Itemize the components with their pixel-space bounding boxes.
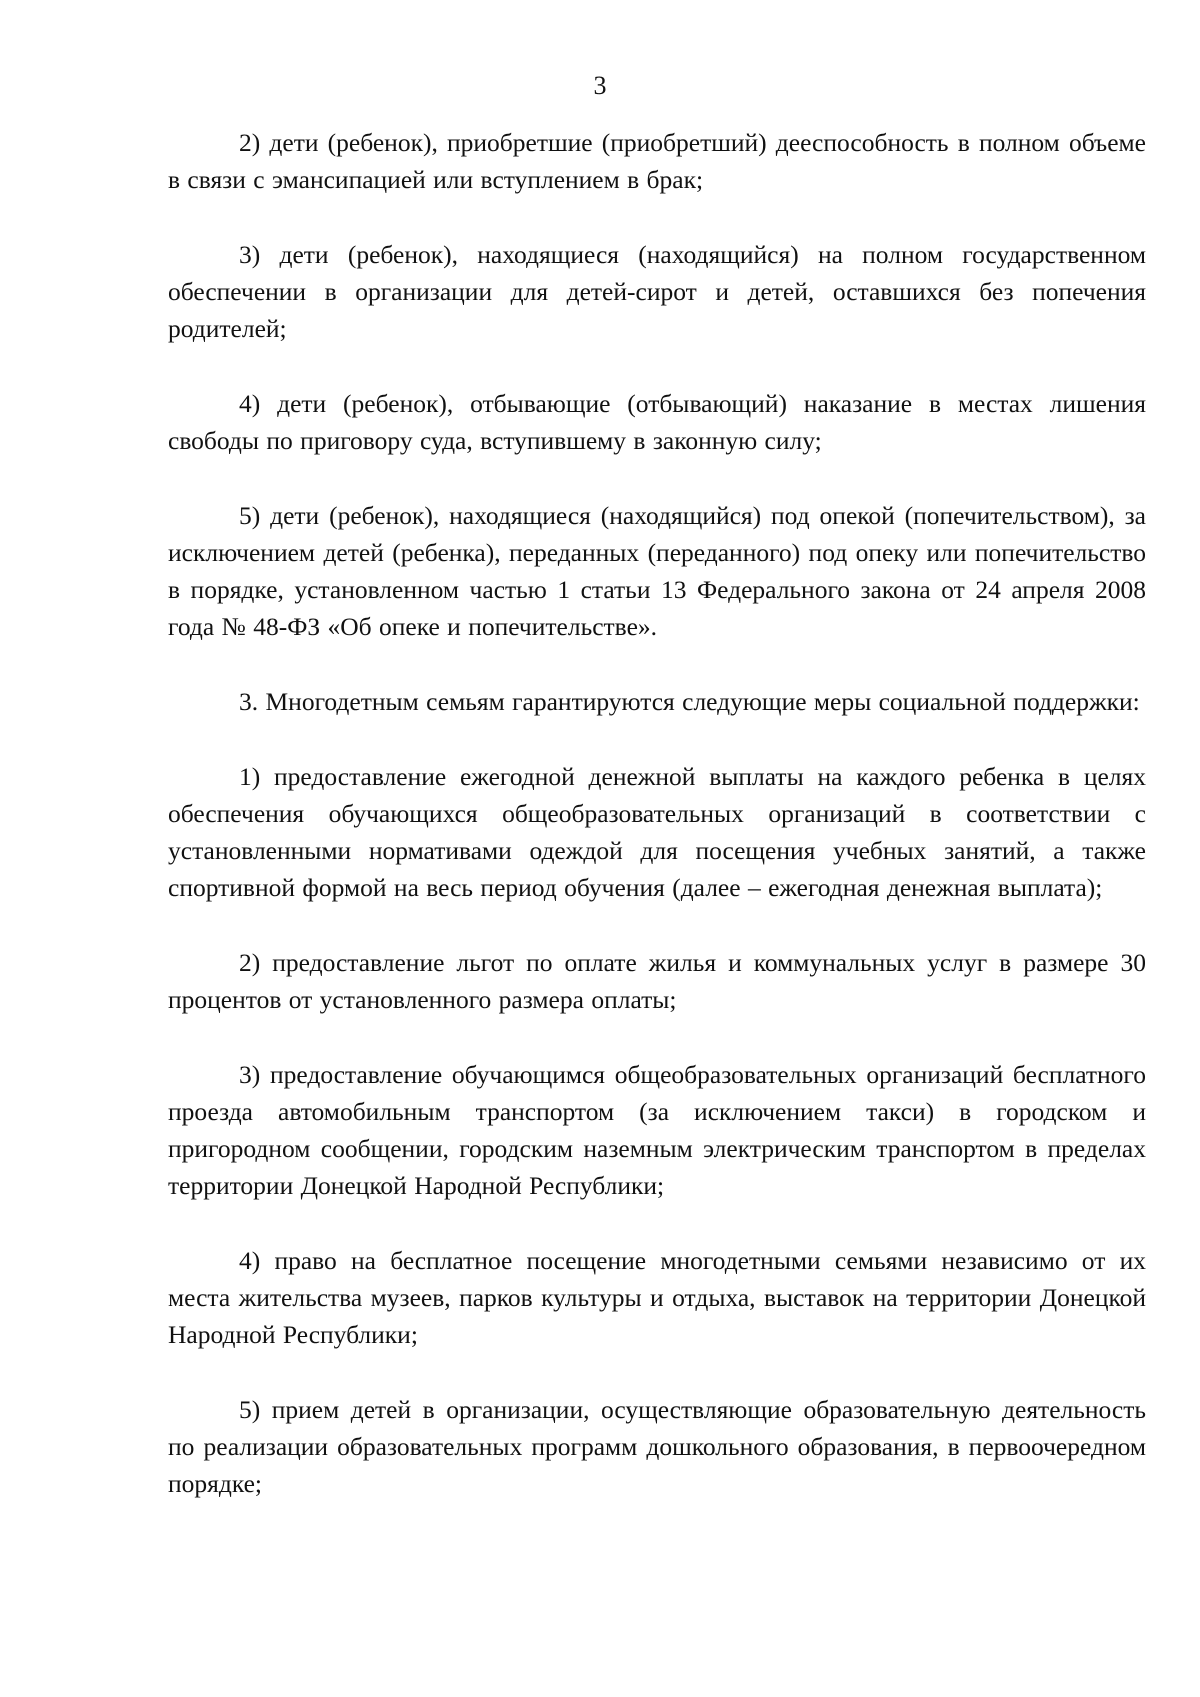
document-body (168, 124, 1146, 1540)
clause-5-guardianship-children: 5) дети (ребенок), находящиеся (находящийся) под опекой (попечительством), за исключением детей (ребенка), переданных (переданного) под опеку или попечительство в порядке, установленном частью 1 статьи 13 Федерального закона от 24 апреля 2008 года № 48-ФЗ «Об опеке и попечительстве». (168, 501, 1146, 641)
measure-4-free-museum-visits: 4) право на бесплатное посещение многодетными семьями независимо от их места жительства музеев, парков культуры и отдыха, выставок на территории Донецкой Народной Республики; (168, 1246, 1146, 1349)
section-3-heading: 3. Многодетным семьям гарантируются следующие меры социальной поддержки: (239, 687, 1140, 716)
clause-4-imprisoned-children: 4) дети (ребенок), отбывающие (отбывающий) наказание в местах лишения свободы по приговору суда, вступившему в законную силу; (168, 389, 1146, 455)
page-number: 3 (593, 71, 607, 100)
clause-3-state-care-children: 3) дети (ребенок), находящиеся (находящийся) на полном государственном обеспечении в организации для детей-сирот и детей, оставшихся без попечения родителей; (168, 240, 1146, 343)
measure-3-free-transport: 3) предоставление обучающимся общеобразовательных организаций бесплатного проезда автомобильным транспортом (за исключением такси) в городском и пригородном сообщении, городским наземным электрическим транспортом в пределах территории Донецкой Народной Республики; (168, 1060, 1146, 1200)
measure-1-annual-payment: 1) предоставление ежегодной денежной выплаты на каждого ребенка в целях обеспечения обучающихся общеобразовательных организаций в соответствии с установленными нормативами одеждой для посещения учебных занятий, а также спортивной формой на весь период обучения (далее – ежегодная денежная выплата); (168, 762, 1146, 902)
measure-2-housing-benefits: 2) предоставление льгот по оплате жилья и коммунальных услуг в размере 30 процентов от установленного размера оплаты; (168, 948, 1146, 1014)
clause-2-emancipated-children: 2) дети (ребенок), приобретшие (приобретший) дееспособность в полном объеме в связи с эмансипацией или вступлением в брак; (168, 128, 1146, 194)
measure-5-preschool-admission: 5) прием детей в организации, осуществляющие образовательную деятельность по реализации образовательных программ дошкольного образования, в первоочередном порядке; (168, 1395, 1146, 1498)
